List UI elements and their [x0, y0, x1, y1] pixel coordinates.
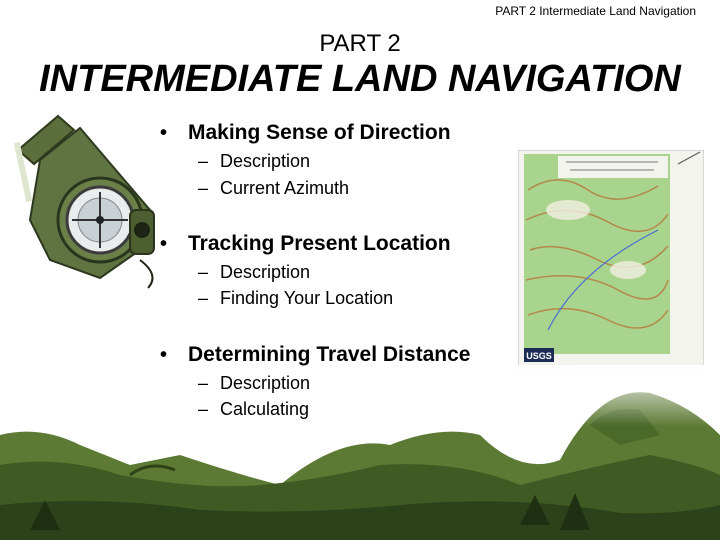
- section-3-heading: • Determining Travel Distance: [160, 343, 471, 366]
- bullet-dot: •: [160, 344, 168, 366]
- section-3-item-1: – Description: [198, 373, 311, 393]
- slide-title: INTERMEDIATE LAND NAVIGATION: [39, 58, 681, 100]
- svg-text:USGS: USGS: [526, 351, 552, 361]
- section-2-item-2: – Finding Your Location: [198, 288, 394, 308]
- section-1-item-1: – Description: [198, 151, 311, 171]
- usgs-logo: [524, 348, 554, 362]
- section-3-item-2: – Calculating: [198, 399, 310, 419]
- running-header: PART 2 Intermediate Land Navigation: [495, 4, 696, 18]
- forest-mountain-scenery: [0, 365, 720, 540]
- slide-subtitle: PART 2: [319, 30, 401, 57]
- section-2-heading: • Tracking Present Location: [160, 232, 451, 255]
- section-1-item-2: – Current Azimuth: [198, 178, 350, 198]
- section-1-heading: • Making Sense of Direction: [160, 121, 451, 144]
- lensatic-compass-image: [10, 110, 160, 290]
- topographic-map-image: [518, 150, 704, 372]
- bullet-dot: •: [160, 122, 168, 144]
- section-2-item-1: – Description: [198, 262, 311, 282]
- bullet-dot: •: [160, 233, 168, 255]
